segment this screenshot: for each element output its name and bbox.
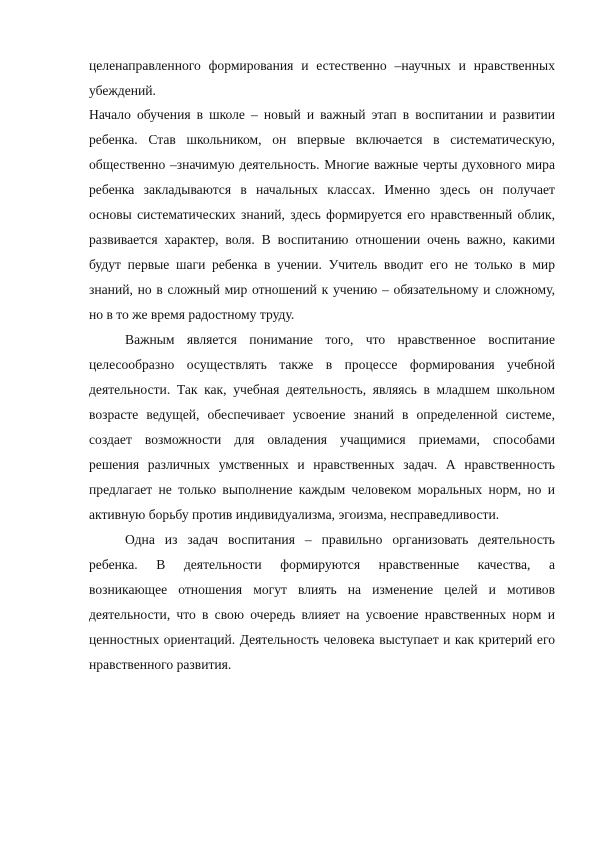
text-line: общественно –значимую деятельность. Многие важные черты духовного мира (89, 157, 555, 172)
text-line: основы систематических знаний, здесь формируется его нравственный облик, (89, 207, 555, 222)
text-line: деятельности. Так как, учебная деятельность, являясь в младшем школьном (89, 382, 555, 397)
text-line: ребенка закладываются в начальных классах. Именно здесь он получает (89, 182, 555, 197)
text-line: будут первые шаги ребенка в учении. Учитель вводит его не только в мир (89, 257, 555, 272)
text-line: активную борьбу против индивидуализма, эгоизма, несправедливости. (89, 507, 500, 522)
text-line: возрасте ведущей, обеспечивает усвоение знаний в определенной системе, (89, 407, 555, 422)
text-line: Начало обучения в школе – новый и важный этап в воспитании и развитии (89, 107, 555, 122)
text-line: но в то же время радостному труду. (89, 307, 295, 322)
text-line: убеждений. (89, 83, 156, 98)
text-line: деятельности, что в свою очередь влияет на усвоение нравственных норм и (89, 607, 555, 622)
text-line: Важным является понимание того, что нравственное воспитание (125, 332, 555, 347)
text-line: целесообразно осуществлять также в процессе формирования учебной (89, 357, 555, 372)
text-line: знаний, но в сложный мир отношений к учению – обязательному и сложному, (89, 282, 555, 297)
text-line: развивается характер, воля. В воспитанию отношении очень важно, какими (89, 232, 555, 247)
text-line: ценностных ориентаций. Деятельность человека выступает и как критерий его (89, 632, 555, 647)
text-line: целенаправленного формирования и естественно –научных и нравственных (89, 58, 555, 73)
text-line: решения различных умственных и нравственных задач. А нравственность (89, 457, 555, 472)
text-line: ребенка. Став школьником, он впервые включается в систематическую, (89, 132, 555, 147)
text-line: нравственного развития. (89, 657, 232, 672)
text-line: создает возможности для овладения учащимися приемами, способами (89, 432, 555, 447)
text-line: Одна из задач воспитания – правильно организовать деятельность (125, 532, 555, 547)
text-line: предлагает не только выполнение каждым человеком моральных норм, но и (89, 482, 555, 497)
text-line: ребенка. В деятельности формируются нравственные качества, а (89, 557, 555, 572)
text-line: возникающее отношения могут влиять на изменение целей и мотивов (89, 582, 555, 597)
